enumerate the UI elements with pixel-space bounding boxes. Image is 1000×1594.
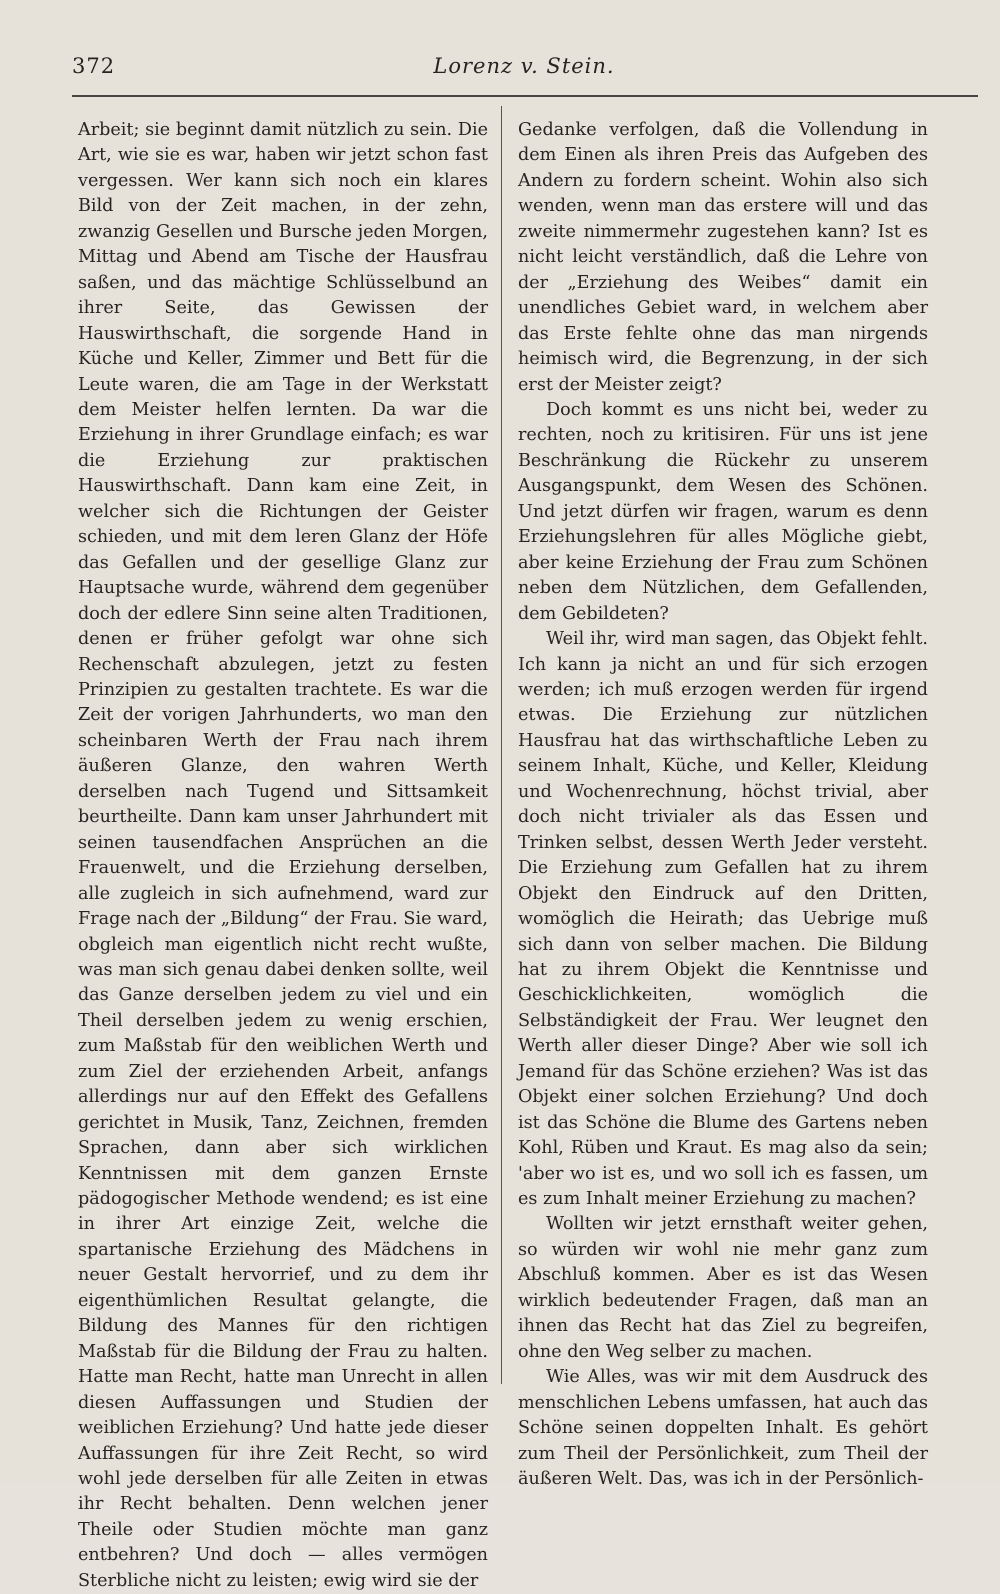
- page-header: [70, 52, 978, 88]
- paragraph: Weil ihr, wird man sagen, das Objekt fehlt. Ich kann ja nicht an und für sich erzogen werden; ich muß erzogen werden für irgend etwas. Die Erziehung zur nützlichen Hausfrau hat das wirthschaftliche Leben zu seinem Inhalt, Küche, und Keller, Kleidung und Wochenrechnung, höchst trivial, aber doch nicht trivialer als das Essen und Trinken selbst, dessen Werth Jeder versteht. Die Erziehung zum Gefallen hat zu ihrem Objekt den Eindruck auf den Dritten, womöglich die Heirath; das Uebrige muß sich dann von selber machen. Die Bildung hat zu ihrem Objekt die Kenntnisse und Geschicklichkeiten, womöglich die Selbständigkeit der Frau. Wer leugnet den Werth aller dieser Dinge? Aber wie soll ich Jemand für das Schöne erziehen? Was ist das Objekt einer solchen Erziehung? Und doch ist das Schöne die Blume des Gartens neben Kohl, Rüben und Kraut. Es mag also da sein; 'aber wo ist es, und wo soll ich es fassen, um es zum Inhalt meiner Erziehung zu machen?: [518, 629, 928, 1210]
- paragraph: Doch kommt es uns nicht bei, weder zu rechten, noch zu kritisiren. Für uns ist jene Beschränkung die Rückehr zu unserem Ausgangspunkt, dem Wesen des Schönen. Und jetzt dürfen wir fragen, warum es denn Erziehungslehren für alles Mögliche giebt, aber keine Erziehung der Frau zum Schönen neben dem Nützlichen, dem Gefallenden, dem Gebildeten?: [518, 399, 928, 624]
- column-divider: [501, 106, 502, 1384]
- paragraph: Arbeit; sie beginnt damit nützlich zu sein. Die Art, wie sie es war, haben wir jetzt schon fast vergessen. Wer kann sich noch ein klares Bild von der Zeit machen, in der zehn, zwanzig Gesellen und Bursche jeden Morgen, Mittag und Abend am Tische der Hausfrau saßen, und das mächtige Schlüsselbund an ihrer Seite, das Gewissen der Hauswirthschaft, die sorgende Hand in Küche und Keller, Zimmer und Bett für die Leute waren, die am Tage in der Werkstatt dem Meister helfen lernten. Da war die Erziehung in ihrer Grundlage einfach; es war die Erziehung zur praktischen Hauswirthschaft. Dann kam eine Zeit, in welcher sich die Richtungen der Geister schieden, und mit dem leren Glanz der Höfe das Gefallen und der gesellige Glanz zur Hauptsache wurde, während dem gegenüber doch der edlere Sinn seine alten Traditionen, denen er früher gefolgt war ohne sich Rechenschaft abzulegen, jetzt zu festen Prinzipien zu gestalten trachtete. Es war die Zeit der vorigen Jahrhunderts, wo man den scheinbaren Werth der Frau nach ihrem äußeren Glanze, den wahren Werth derselben nach Tugend und Sittsamkeit beurtheilte. Dann kam unser Jahrhundert mit seinen tausendfachen Ansprüchen an die Frauenwelt, und die Erziehung derselben, alle zugleich in sich aufnehmend, ward zur Frage nach der „Bildung“ der Frau. Sie ward, obgleich man eigentlich nicht recht wußte, was man sich genau dabei denken sollte, weil das Ganze derselben jedem zu viel und ein Theil derselben jedem zu wenig erschien, zum Maßstab für den weiblichen Werth und zum Ziel der erziehenden Arbeit, anfangs allerdings nur auf den Effekt des Gefallens gerichtet in Musik, Tanz, Zeichnen, fremden Sprachen, dann aber sich wirklichen Kenntnissen mit dem ganzen Ernste pädogogischer Methode wendend; es ist eine in ihrer Art einzige Zeit, welche die spartanische Erziehung des Mädchens in neuer Gestalt hervorrief, und zu dem ihr eigenthümlichen Resultat gelangte, die Bildung des Mannes für den richtigen Maßstab für die Bildung der Frau zu halten. Hatte man Recht, hatte man Unrecht in allen diesen Auffassungen und Studien der weiblichen Erziehung? Und hatte jede dieser Auffassungen für ihre Zeit Recht, so wird wohl jede derselben für alle Zeiten in etwas ihr Recht behalten. Denn welchen jener Theile oder Studien möchte man ganz entbehren? Und doch — alles vermögen Sterbliche nicht zu leisten; ewig wird sie der: [78, 120, 488, 1591]
- header-rule: [72, 95, 978, 97]
- paragraph: Wollten wir jetzt ernsthaft weiter gehen, so würden wir wohl nie mehr ganz zum Abschluß kommen. Aber es ist das Wesen wirklich bedeutender Fragen, daß man an ihnen das Recht hat das Ziel zu begreifen, ohne den Weg selber zu machen.: [518, 1214, 928, 1362]
- right-column: [518, 118, 928, 1490]
- running-title: Lorenz v. Stein.: [433, 54, 615, 78]
- paragraph: Gedanke verfolgen, daß die Vollendung in dem Einen als ihren Preis das Aufgeben des Andern zu fordern scheint. Wohin also sich wenden, wenn man das erstere will und das zweite nimmermehr zugestehen kann? Ist es nicht leicht verständlich, daß die Lehre von der „Erziehung des Weibes“ damit ein unendliches Gebiet ward, in welchem aber das Erste fehlte ohne das man nirgends heimisch wird, die Begrenzung, in der sich erst der Meister zeigt?: [518, 120, 928, 395]
- left-column: [78, 118, 488, 1591]
- paragraph: Wie Alles, was wir mit dem Ausdruck des menschlichen Lebens umfassen, hat auch das Schöne seinen doppelten Inhalt. Es gehört zum Theil der Persönlichkeit, zum Theil der äußeren Welt. Das, was ich in der Persönlich-: [518, 1367, 928, 1490]
- page-number: 372: [72, 54, 116, 78]
